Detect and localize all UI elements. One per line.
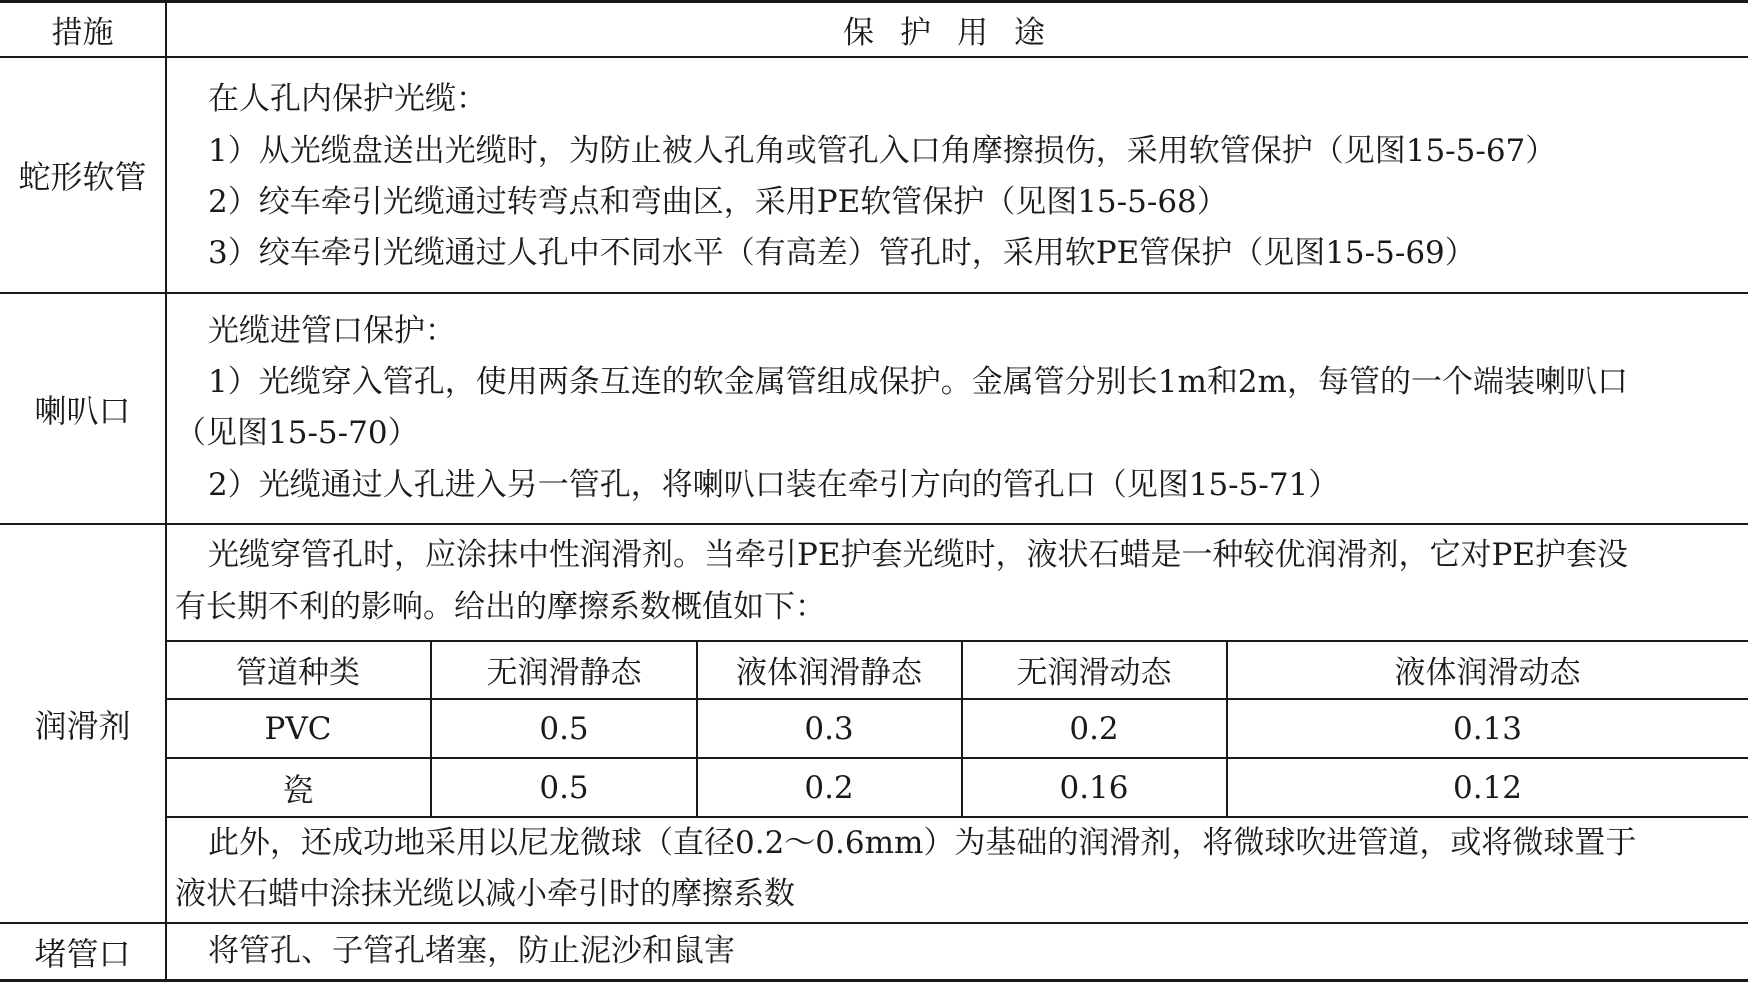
horn-line-0: 光缆进管口保护： (208, 313, 456, 349)
rule-row2 (0, 523, 1748, 525)
rule-bottom (0, 979, 1748, 982)
horn-line-2: （见图15-5-70） (175, 415, 419, 451)
subtable-rule-bottom (165, 816, 1748, 818)
lubricant-intro-1: 有长期不利的影响。给出的摩擦系数概值如下： (175, 589, 826, 625)
subtable-header-wet-dynamic: 液体润滑动态 (1394, 655, 1581, 691)
rule-row3 (0, 922, 1748, 924)
subtable-cell: 瓷 (282, 773, 314, 809)
lubricant-intro-0: 光缆穿管孔时，应涂抹中性润滑剂。当牵引PE护套光缆时，液状石蜡是一种较优润滑剂，它对PE护套没 (208, 537, 1628, 573)
subtable-cell: 0.16 (1059, 769, 1129, 806)
plug-line-0: 将管孔、子管孔堵塞，防止泥沙和鼠害 (208, 933, 735, 969)
subtable-cell: 0.5 (539, 710, 589, 747)
measure-lubricant: 润滑剂 (34, 706, 131, 745)
snake-line-3: 3）绞车牵引光缆通过人孔中不同水平（有高差）管孔时，采用软PE管保护（见图15-5-69） (208, 235, 1476, 271)
subtable-header-wet-static: 液体润滑静态 (736, 655, 922, 691)
measure-plug-opening: 堵管口 (34, 934, 131, 973)
rule-row1 (0, 292, 1748, 294)
subtable-header-type: 管道种类 (236, 655, 360, 691)
header-purpose (166, 3, 1748, 56)
horn-line-1: 1）光缆穿入管孔，使用两条互连的软金属管组成保护。金属管分别长1m和2m，每管的一个端装喇叭口 (208, 364, 1628, 400)
subtable-cell: 0.2 (804, 769, 854, 806)
subtable-header-dry-dynamic: 无润滑动态 (1016, 655, 1172, 691)
lubricant-outro-0: 此外，还成功地采用以尼龙微球（直径0.2～0.6mm）为基础的润滑剂，将微球吹进管道，或将微球置于 (208, 825, 1637, 861)
snake-line-2: 2）绞车牵引光缆通过转弯点和弯曲区，采用PE软管保护（见图15-5-68） (208, 184, 1228, 220)
subtable-header-dry-static: 无润滑静态 (486, 655, 642, 691)
measure-snake-hose: 蛇形软管 (18, 158, 147, 196)
subtable-cell: 0.13 (1452, 710, 1523, 747)
subtable-cell: 0.2 (1069, 710, 1119, 747)
measure-horn-mouth: 喇叭口 (34, 391, 131, 430)
subtable-cell: 0.3 (804, 710, 854, 747)
subtable-cell: 0.12 (1452, 769, 1523, 806)
subtable-cell: PVC (264, 710, 332, 747)
snake-line-0: 在人孔内保护光缆： (208, 81, 487, 117)
rule-measure-col (165, 0, 167, 982)
lubricant-outro-1: 液状石蜡中涂抹光缆以减小牵引时的摩擦系数 (175, 876, 795, 912)
header-purpose-text: 保护用途 (843, 15, 1071, 51)
snake-line-1: 1）从光缆盘送出光缆时，为防止被人孔角或管孔入口角摩擦损伤，采用软管保护（见图15-5-67） (208, 133, 1557, 169)
subtable-cell: 0.5 (539, 769, 589, 806)
header-measure: 措施 (51, 15, 114, 51)
rule-header (0, 56, 1748, 58)
horn-line-3: 2）光缆通过人孔进入另一管孔，将喇叭口装在牵引方向的管孔口（见图15-5-71） (208, 467, 1340, 503)
